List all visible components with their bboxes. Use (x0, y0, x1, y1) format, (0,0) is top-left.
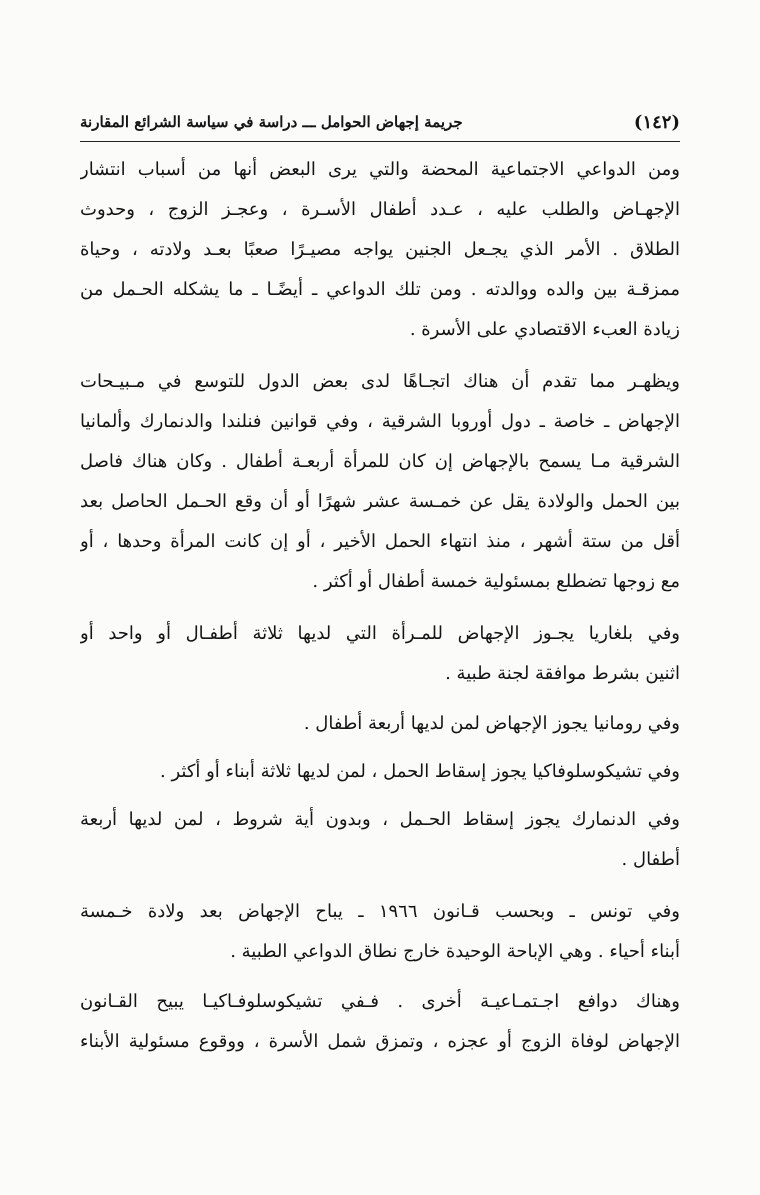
page-body (80, 150, 680, 1062)
paragraph (80, 614, 680, 694)
text-line: وفي تشيكوسلوفاكيا يجوز إسقاط الحمل ، لمن لديها ثلاثة أبناء أو أكثر . (160, 761, 680, 782)
text-line: اثنين بشرط موافقة لجنة طبية . (445, 663, 680, 684)
text-line: وفي الدنمارك يجوز إسقاط الحـمل ، وبدون أية شروط ، لمن لديها أربعة (80, 809, 680, 830)
paragraph (80, 752, 680, 792)
text-line: ممزقـة بين والده ووالدته . ومن تلك الدواعي ـ أيضًـا ـ ما يشكله الحـمل من (80, 279, 680, 300)
page-header (80, 105, 680, 139)
paragraph (80, 362, 680, 602)
text-line: بين الحمل والولادة يقل عن خمـسة عشر شهرًا أو أن وقع الحـمل الحاصل بعد (80, 491, 680, 512)
text-line: وهناك دوافع اجـتمـاعيـة أخرى . فـفي تشيكوسلوفـاكيـا يبيح القـانون (80, 991, 680, 1012)
text-line: وفي تونس ـ وبحسب قـانون ١٩٦٦ ـ يباح الإجهاض بعد ولادة خـمسة (80, 901, 680, 922)
paragraph (80, 150, 680, 350)
text-line: وفي رومانيا يجوز الإجهاض لمن لديها أربعة أطفال . (303, 713, 680, 734)
text-line: أبناء أحياء . وهي الإباحة الوحيدة خارج نطاق الدواعي الطبية . (230, 941, 680, 962)
running-title: جريمة إجهاض الحوامل ـــ دراسة في سياسة الشرائع المقارنة (80, 113, 463, 131)
text-line: ومن الدواعي الاجتماعية المحضة والتي يرى البعض أنها من أسباب انتشار (80, 159, 680, 180)
text-line: الإجهـاض والطلب عليه ، عـدد أطفال الأسـرة ، وعجـز الزوج ، وحدوث (80, 199, 680, 220)
text-line: الإجهاض لوفاة الزوج أو عجزه ، وتمزق شمل الأسرة ، ووقوع مسئولية الأبناء (80, 1031, 680, 1052)
text-line: مع زوجها تضطلع بمسئولية خمسة أطفال أو أكثر . (312, 571, 680, 592)
paragraph (80, 800, 680, 880)
text-line: أطفال . (621, 849, 680, 870)
text-line: الطلاق . الأمر الذي يجـعل الجنين يواجه مصيـرًا صعبًا بعـد ولادته ، وحياة (80, 239, 680, 260)
text-line: أقل من ستة أشهر ، منذ انتهاء الحمل الأخير ، أو إن كانت المرأة وحدها ، أو (80, 531, 680, 552)
page-number: (١٤٢) (633, 111, 680, 133)
text-line: زيادة العبء الاقتصادي على الأسرة . (409, 319, 680, 340)
text-line: الشرقية مـا يسمح بالإجهاض إن كان للمرأة أربعـة أطفال . وكان هناك فاصل (80, 451, 680, 472)
paragraph (80, 704, 680, 744)
text-line: الإجهاض ـ خاصة ـ دول أوروبا الشرقية ، وفي قوانين فنلندا والدنمارك وألمانيا (80, 411, 680, 432)
text-line: ويظهـر مما تقدم أن هناك اتجـاهًا لدى بعض الدول للتوسع في مـبيـحات (80, 371, 680, 392)
header-rule (80, 141, 680, 142)
paragraph (80, 982, 680, 1062)
text-line: وفي بلغاريا يجـوز الإجهاض للمـرأة التي لديها ثلاثة أطفـال أو واحد أو (80, 623, 680, 644)
paragraph (80, 892, 680, 972)
